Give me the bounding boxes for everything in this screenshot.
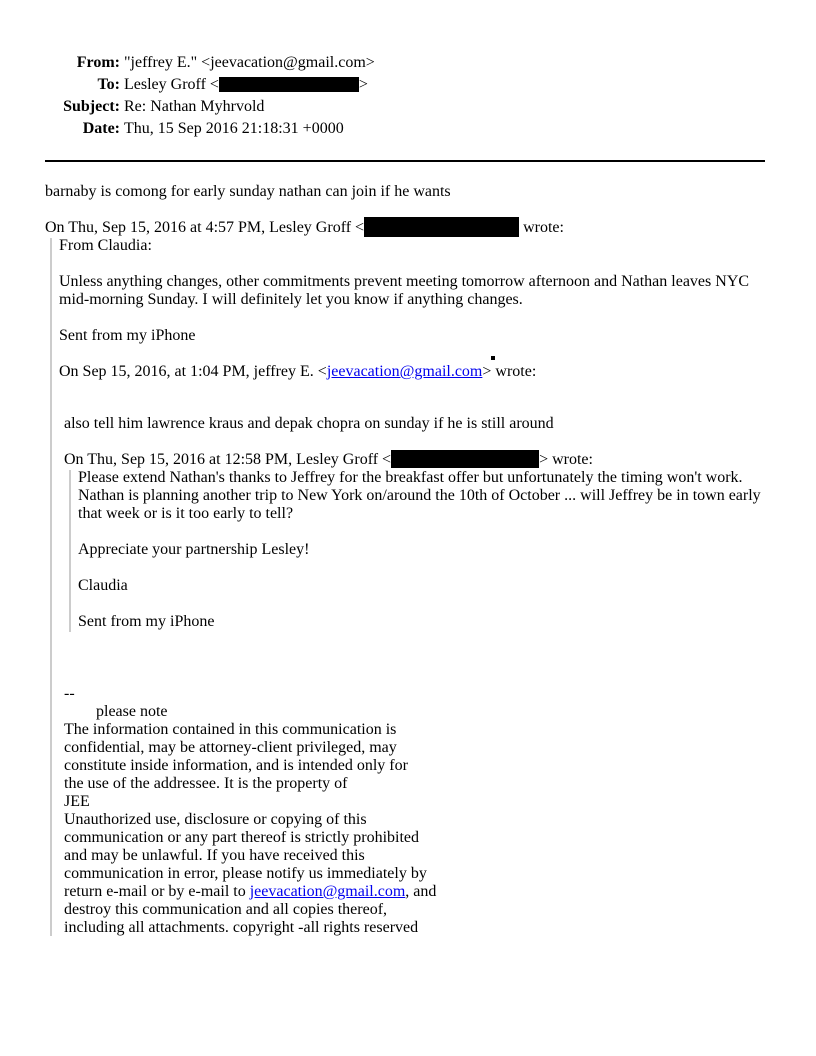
from-value: "jeffrey E." <jeevacation@gmail.com> [124,54,375,71]
date-label: Date: [82,120,120,137]
to-value [124,76,368,94]
quote3-line2: Nathan is planning another trip to New York on/around the 10th of October ... will Jeffrey be in town early [78,487,761,504]
email-link[interactable]: jeevacation@gmail.com [326,363,483,380]
quote3-attribution [64,451,593,469]
disclaimer-line: communication in error, please notify us immediately by [64,865,427,882]
quote3-name: Claudia [78,577,128,594]
quote1-para-line1: Unless anything changes, other commitments prevent meeting tomorrow afternoon and Nathan leaves NYC [59,273,750,290]
redaction-box [219,77,359,92]
quote3-attribution-prefix: On Thu, Sep 15, 2016 at 12:58 PM, Lesley Groff < [64,451,392,468]
disclaimer-line: confidential, may be attorney-client privileged, may [64,739,397,756]
quote1-attribution-prefix: On Thu, Sep 15, 2016 at 4:57 PM, Lesley Groff < [45,219,365,236]
quote-bar-inner [69,470,71,632]
quote3-attribution-suffix: > wrote: [539,451,593,468]
quote-bar-outer [50,238,52,936]
quote3-thanks: Appreciate your partnership Lesley! [78,541,310,558]
to-value-prefix: Lesley Groff < [124,76,219,93]
disclaimer-email-suffix: , and [405,883,437,900]
signature-note: please note [96,703,168,720]
from-label: From: [76,54,120,71]
disclaimer-line: The information contained in this communication is [64,721,397,738]
quote1-from-claudia: From Claudia: [59,237,152,254]
quote3-line1: Please extend Nathan's thanks to Jeffrey for the breakfast offer but unfortunately the timing won't work. [78,469,743,486]
disclaimer-line: Unauthorized use, disclosure or copying of this [64,811,367,828]
subject-value: Re: Nathan Myhrvold [124,98,265,115]
reply-line: barnaby is comong for early sunday nathan can join if he wants [45,183,451,200]
quote2-attribution-suffix: > wrote: [482,363,537,380]
redaction-box [391,450,539,468]
disclaimer-email-line [64,883,436,901]
quote3-line3: that week or is it too early to tell? [78,505,294,522]
quote2-attribution [59,363,536,381]
to-value-suffix: > [358,76,368,93]
disclaimer-line: the use of the addressee. It is the property of [64,775,348,792]
quote2-reply: also tell him lawrence kraus and depak chopra on sunday if he is still around [64,415,554,432]
disclaimer-line: communication or any part thereof is strictly prohibited [64,829,420,846]
signature-dashes: -- [64,685,75,702]
subject-label: Subject: [63,98,120,115]
quote3-signature: Sent from my iPhone [78,613,215,630]
disclaimer-line: JEE [64,793,90,810]
date-value: Thu, 15 Sep 2016 21:18:31 +0000 [124,120,344,137]
disclaimer-line: including all attachments. copyright -all rights reserved [64,919,419,936]
quote1-para-line2: mid-morning Sunday. I will definitely let you know if anything changes. [59,291,523,308]
disclaimer-line: constitute inside information, and is intended only for [64,757,408,774]
to-label: To: [97,76,120,93]
header-divider [45,160,765,162]
stray-mark [491,356,495,360]
email-link[interactable]: jeevacation@gmail.com [249,883,406,900]
quote1-signature: Sent from my iPhone [59,327,196,344]
quote1-attribution-suffix: wrote: [523,219,564,236]
disclaimer-email-prefix: return e-mail or by e-mail to [64,883,250,900]
quote2-attribution-prefix: On Sep 15, 2016, at 1:04 PM, jeffrey E. < [59,363,327,380]
quote1-attribution [45,219,564,237]
disclaimer-line: and may be unlawful. If you have received this [64,847,365,864]
disclaimer-line: destroy this communication and all copies thereof, [64,901,388,918]
redaction-box [364,217,519,237]
